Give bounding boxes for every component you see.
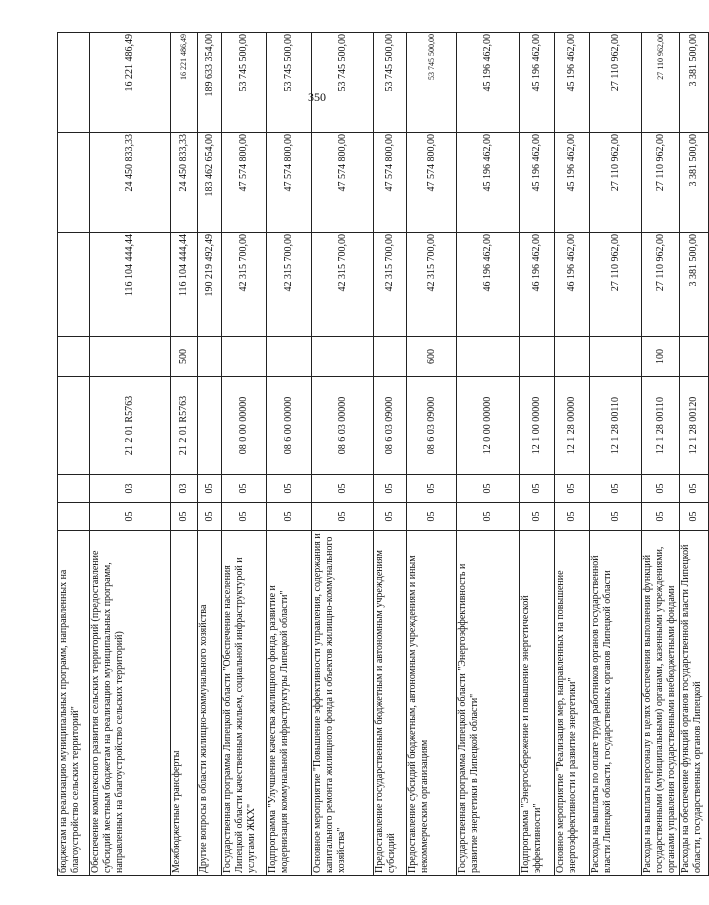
amount-year3-cell: 53 745 500,00 [374, 33, 407, 133]
row-name-cell: Предоставление государственным бюджетным и автономным учреждениям субсидий [374, 531, 407, 876]
subsection-code-cell: 03 [171, 475, 198, 503]
table-row [90, 33, 171, 876]
amount-year1-cell: 42 315 700,00 [407, 233, 457, 337]
table-row [520, 33, 555, 876]
subsection-code-cell: 05 [642, 475, 680, 503]
subsection-code-cell: 05 [590, 475, 642, 503]
section-code-cell: 05 [90, 503, 171, 531]
amount-year1-cell: 27 110 962,00 [642, 233, 680, 337]
expense-type-cell [590, 337, 642, 377]
amount-year1-cell: 27 110 962,00 [590, 233, 642, 337]
row-name-cell: бюджетам на реализацию муниципальных программ, направленных на благоустройство сельских территорий" [58, 531, 90, 876]
target-article-cell [58, 377, 90, 475]
subsection-code-cell: 05 [267, 475, 312, 503]
amount-year3-cell [58, 33, 90, 133]
amount-year2-cell: 45 196 462,00 [457, 133, 520, 233]
amount-year3-cell: 16 221 486,49 [90, 33, 171, 133]
subsection-code-cell: 05 [520, 475, 555, 503]
amount-year2-cell: 24 450 833,33 [90, 133, 171, 233]
amount-year1-cell: 46 196 462,00 [457, 233, 520, 337]
expense-type-cell [555, 337, 590, 377]
table-row [312, 33, 374, 876]
expense-type-cell [267, 337, 312, 377]
row-name-cell: Расходы на выплаты персоналу в целях обеспечения выполнения функций государственными (муниципальными) органами, казенными учреждениями, органами управления государственными внебюджетными фондами [642, 531, 680, 876]
table-row [457, 33, 520, 876]
amount-year1-cell: 42 315 700,00 [312, 233, 374, 337]
row-name-cell: Государственная программа Липецкой области "Энергоэффективность и развитие энергетики в Липецкой области" [457, 531, 520, 876]
budget-table-container [57, 33, 703, 876]
row-name-cell: Основное мероприятие "Реализация мер, направленных на повышение энергоэффективности и развитие энергетики" [555, 531, 590, 876]
section-code-cell: 05 [171, 503, 198, 531]
expense-type-cell [520, 337, 555, 377]
amount-year1-cell: 3 381 500,00 [680, 233, 709, 337]
amount-year3-cell: 189 633 354,00 [198, 33, 222, 133]
amount-year2-cell: 47 574 800,00 [407, 133, 457, 233]
target-article-cell: 08 6 03 00000 [312, 377, 374, 475]
expense-type-cell: 100 [642, 337, 680, 377]
section-code-cell: 05 [680, 503, 709, 531]
amount-year2-cell: 45 196 462,00 [520, 133, 555, 233]
amount-year1-cell: 42 315 700,00 [222, 233, 267, 337]
section-code-cell: 05 [457, 503, 520, 531]
subsection-code-cell: 05 [407, 475, 457, 503]
table-row [680, 33, 709, 876]
amount-year1-cell: 42 315 700,00 [267, 233, 312, 337]
amount-year3-cell: 3 381 500,00 [680, 33, 709, 133]
table-row [58, 33, 90, 876]
target-article-cell: 12 0 00 00000 [457, 377, 520, 475]
target-article-cell: 12 1 28 00000 [555, 377, 590, 475]
expense-type-cell [90, 337, 171, 377]
amount-year2-cell [58, 133, 90, 233]
expense-type-cell [222, 337, 267, 377]
subsection-code-cell: 05 [222, 475, 267, 503]
row-name-cell: Государственная программа Липецкой области "Обеспечение населения Липецкой области качественным жильем, социальной инфраструктурой и услугами ЖКХ" [222, 531, 267, 876]
amount-year1-cell: 46 196 462,00 [520, 233, 555, 337]
row-name-cell: Основное мероприятие "Повышение эффективности управления, содержания и капитального ремонта жилищного фонда и объектов жилищно-коммунального хозяйства" [312, 531, 374, 876]
expense-type-cell [680, 337, 709, 377]
target-article-cell: 21 2 01 R5763 [171, 377, 198, 475]
section-code-cell: 05 [374, 503, 407, 531]
budget-table [57, 32, 709, 876]
subsection-code-cell: 05 [312, 475, 374, 503]
section-code-cell: 05 [312, 503, 374, 531]
section-code-cell: 05 [267, 503, 312, 531]
table-row [267, 33, 312, 876]
amount-year1-cell: 116 104 444,44 [171, 233, 198, 337]
amount-year2-cell: 47 574 800,00 [312, 133, 374, 233]
subsection-code-cell [58, 475, 90, 503]
amount-year3-cell: 16 221 486,49 [171, 33, 198, 133]
expense-type-cell: 600 [407, 337, 457, 377]
amount-year3-cell: 27 110 962,00 [642, 33, 680, 133]
target-article-cell: 21 2 01 R5763 [90, 377, 171, 475]
table-row [642, 33, 680, 876]
subsection-code-cell: 05 [457, 475, 520, 503]
subsection-code-cell: 05 [680, 475, 709, 503]
row-name-cell: Расходы на обеспечение функций органов государственной власти Липецкой области, государственных органов Липецкой [680, 531, 709, 876]
section-code-cell: 05 [590, 503, 642, 531]
target-article-cell: 08 6 03 09000 [407, 377, 457, 475]
table-row [407, 33, 457, 876]
amount-year3-cell: 45 196 462,00 [520, 33, 555, 133]
amount-year3-cell: 53 745 500,00 [267, 33, 312, 133]
expense-type-cell [58, 337, 90, 377]
amount-year3-cell: 53 745 500,00 [407, 33, 457, 133]
amount-year1-cell [58, 233, 90, 337]
section-code-cell: 05 [222, 503, 267, 531]
table-row [171, 33, 198, 876]
row-name-cell: Межбюджетные трансферты [171, 531, 198, 876]
subsection-code-cell: 05 [198, 475, 222, 503]
budget-table-body [58, 33, 709, 876]
subsection-code-cell: 03 [90, 475, 171, 503]
amount-year2-cell: 47 574 800,00 [374, 133, 407, 233]
expense-type-cell [312, 337, 374, 377]
amount-year2-cell: 45 196 462,00 [555, 133, 590, 233]
target-article-cell: 12 1 28 00110 [590, 377, 642, 475]
target-article-cell [198, 377, 222, 475]
amount-year1-cell: 116 104 444,44 [90, 233, 171, 337]
amount-year2-cell: 27 110 962,00 [642, 133, 680, 233]
amount-year1-cell: 46 196 462,00 [555, 233, 590, 337]
amount-year2-cell: 47 574 800,00 [267, 133, 312, 233]
subsection-code-cell: 05 [374, 475, 407, 503]
row-name-cell: Расходы на выплаты по оплате труда работников органов государственной власти Липецкой области, государственных органов Липецкой области [590, 531, 642, 876]
target-article-cell: 08 6 00 00000 [267, 377, 312, 475]
table-row [555, 33, 590, 876]
section-code-cell: 05 [198, 503, 222, 531]
amount-year1-cell: 190 219 492,49 [198, 233, 222, 337]
target-article-cell: 12 1 00 00000 [520, 377, 555, 475]
row-name-cell: Подпрограмма "Энергосбережение и повышение энергетической эффективности" [520, 531, 555, 876]
amount-year2-cell: 27 110 962,00 [590, 133, 642, 233]
subsection-code-cell: 05 [555, 475, 590, 503]
expense-type-cell: 500 [171, 337, 198, 377]
expense-type-cell [198, 337, 222, 377]
amount-year2-cell: 24 450 833,33 [171, 133, 198, 233]
table-row [590, 33, 642, 876]
amount-year3-cell: 45 196 462,00 [555, 33, 590, 133]
row-name-cell: Другие вопросы в области жилищно-коммунального хозяйства [198, 531, 222, 876]
target-article-cell: 12 1 28 00110 [642, 377, 680, 475]
section-code-cell: 05 [555, 503, 590, 531]
amount-year3-cell: 53 745 500,00 [222, 33, 267, 133]
amount-year3-cell: 45 196 462,00 [457, 33, 520, 133]
row-name-cell: Подпрограмма "Улучшение качества жилищного фонда, развитие и модернизация коммунальной инфраструктуры Липецкой области" [267, 531, 312, 876]
amount-year1-cell: 42 315 700,00 [374, 233, 407, 337]
section-code-cell: 05 [642, 503, 680, 531]
amount-year3-cell: 27 110 962,00 [590, 33, 642, 133]
amount-year2-cell: 47 574 800,00 [222, 133, 267, 233]
row-name-cell: Обеспечение комплексного развития сельских территорий (предоставление субсидий местным бюджетам на реализацию муниципальных программ, направленных на благоустройство сельских территорий) [90, 531, 171, 876]
row-name-cell: Предоставление субсидий бюджетным, автономным учреждениям и иным некоммерческим организациям [407, 531, 457, 876]
table-row [198, 33, 222, 876]
amount-year2-cell: 183 462 654,00 [198, 133, 222, 233]
amount-year2-cell: 3 381 500,00 [680, 133, 709, 233]
page-number: 350 [308, 90, 326, 104]
target-article-cell: 12 1 28 00120 [680, 377, 709, 475]
expense-type-cell [457, 337, 520, 377]
target-article-cell: 08 6 03 09000 [374, 377, 407, 475]
table-row [374, 33, 407, 876]
target-article-cell: 08 0 00 00000 [222, 377, 267, 475]
amount-year3-cell: 53 745 500,00 [312, 33, 374, 133]
section-code-cell [58, 503, 90, 531]
section-code-cell: 05 [520, 503, 555, 531]
section-code-cell: 05 [407, 503, 457, 531]
table-row [222, 33, 267, 876]
expense-type-cell [374, 337, 407, 377]
